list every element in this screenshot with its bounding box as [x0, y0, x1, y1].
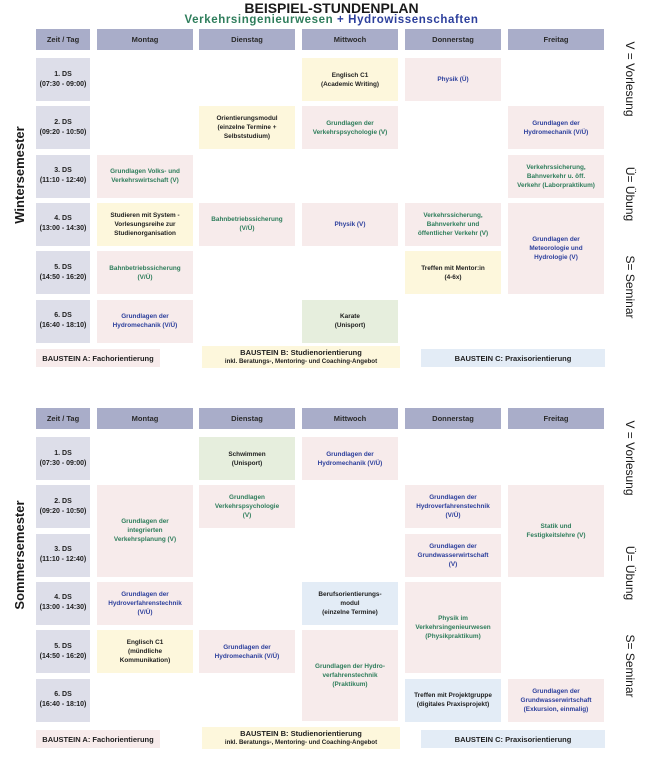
- winter-semester-label: Wintersemester: [12, 126, 27, 224]
- winter-course-cell: Grundlagen der Meteorologie und Hydrologie (V): [508, 203, 604, 294]
- summer-course-cell: Schwimmen (Unisport): [199, 437, 295, 480]
- summer-baustein-b: [202, 727, 400, 749]
- summer-header-5: Freitag: [508, 408, 604, 429]
- winter-course-cell: Bahnbetriebssicherung (V/Ü): [97, 251, 193, 294]
- winter-course-cell: Treffen mit Mentor:in (4-6x): [405, 251, 501, 294]
- summer-time-slot-6: 6. DS (16:40 - 18:10): [36, 679, 90, 722]
- summer-time-slot-5: 5. DS (14:50 - 16:20): [36, 630, 90, 673]
- winter-header-2: Dienstag: [199, 29, 295, 50]
- summer-course-cell: Physik im Verkehrsingenieurwesen (Physikpraktikum): [405, 582, 501, 673]
- winter-course-cell: Grundlagen der Hydromechanik (V/Ü): [97, 300, 193, 343]
- summer-baustein-b-subtitle: inkl. Beratungs-, Mentoring- und Coaching-Angebot: [224, 739, 378, 746]
- summer-course-cell: Englisch C1 (mündliche Kommunikation): [97, 630, 193, 673]
- summer-baustein-c: BAUSTEIN C: Praxisorientierung: [421, 730, 605, 748]
- winter-course-cell: Orientierungsmodul (einzelne Termine + Selbststudium): [199, 106, 295, 149]
- winter-course-cell: Physik (V): [302, 203, 398, 246]
- winter-legend-u: Ü= Übung: [623, 166, 637, 222]
- winter-header-0: Zeit / Tag: [36, 29, 90, 50]
- summer-time-slot-4: 4. DS (13:00 - 14:30): [36, 582, 90, 625]
- winter-header-3: Mittwoch: [302, 29, 398, 50]
- winter-baustein-c: BAUSTEIN C: Praxisorientierung: [421, 349, 605, 367]
- winter-course-cell: Verkehrssicherung, Bahnverkehr und öffentlicher Verkehr (V): [405, 203, 501, 246]
- winter-course-cell: Physik (Ü): [405, 58, 501, 101]
- summer-header-0: Zeit / Tag: [36, 408, 90, 429]
- winter-legend-v: V = Vorlesung: [623, 41, 637, 117]
- summer-legend-v: V = Vorlesung: [623, 420, 637, 496]
- summer-header-4: Donnerstag: [405, 408, 501, 429]
- summer-course-cell: Treffen mit Projektgruppe (digitales Praxisprojekt): [405, 679, 501, 722]
- subtitle-plus: +: [337, 14, 345, 26]
- summer-course-cell: Statik und Festigkeitslehre (V): [508, 485, 604, 576]
- winter-course-cell: Karate (Unisport): [302, 300, 398, 343]
- summer-course-cell: Grundlagen der Hydromechanik (V/Ü): [199, 630, 295, 673]
- summer-course-cell: Grundlagen der Grundwasserwirtschaft (V): [405, 534, 501, 577]
- winter-baustein-a: BAUSTEIN A: Fachorientierung: [36, 349, 160, 367]
- subtitle-program-1: Verkehrsingenieurwesen: [184, 14, 334, 26]
- winter-time-slot-2: 2. DS (09:20 - 10:50): [36, 106, 90, 149]
- winter-baustein-b: [202, 346, 400, 368]
- winter-time-slot-6: 6. DS (16:40 - 18:10): [36, 300, 90, 343]
- winter-legend-s: S= Seminar: [623, 255, 637, 319]
- winter-course-cell: Bahnbetriebssicherung (V/Ü): [199, 203, 295, 246]
- summer-course-cell: Grundlagen der Grundwasserwirtschaft (Exkursion, einmalig): [508, 679, 604, 722]
- winter-course-cell: Grundlagen der Hydromechanik (V/Ü): [508, 106, 604, 149]
- winter-header-1: Montag: [97, 29, 193, 50]
- summer-time-slot-1: 1. DS (07:30 - 09:00): [36, 437, 90, 480]
- winter-course-cell: Verkehrssicherung, Bahnverkehr u. öff. Verkehr (Laborpraktikum): [508, 155, 604, 198]
- summer-course-cell: Grundlagen der Hydromechanik (V/Ü): [302, 437, 398, 480]
- summer-course-cell: Grundlagen Verkehrspsychologie (V): [199, 485, 295, 528]
- page-title: BEISPIEL-STUNDENPLAN: [244, 0, 419, 16]
- winter-time-slot-1: 1. DS (07:30 - 09:00): [36, 58, 90, 101]
- summer-legend-u: Ü= Übung: [623, 545, 637, 601]
- summer-baustein-b-title: BAUSTEIN B: Studienorientierung: [240, 729, 362, 738]
- winter-course-cell: Studieren mit System - Vorlesungsreihe zur Studienorganisation: [97, 203, 193, 246]
- summer-header-2: Dienstag: [199, 408, 295, 429]
- summer-course-cell: Grundlagen der Hydroverfahrenstechnik (V/Ü): [405, 485, 501, 528]
- summer-header-1: Montag: [97, 408, 193, 429]
- summer-semester-label: Sommersemester: [12, 500, 27, 610]
- summer-course-cell: Berufsorientierungs- modul (einzelne Termine): [302, 582, 398, 625]
- winter-header-4: Donnerstag: [405, 29, 501, 50]
- winter-time-slot-4: 4. DS (13:00 - 14:30): [36, 203, 90, 246]
- subtitle-program-2: Hydrowissenschaften: [348, 14, 479, 26]
- summer-course-cell: Grundlagen der Hydro- verfahrenstechnik (Praktikum): [302, 630, 398, 721]
- winter-time-slot-3: 3. DS (11:10 - 12:40): [36, 155, 90, 198]
- summer-course-cell: Grundlagen der Hydroverfahrenstechnik (V/Ü): [97, 582, 193, 625]
- page-subtitle: [0, 14, 663, 27]
- winter-course-cell: Grundlagen Volks- und Verkehrswirtschaft (V): [97, 155, 193, 198]
- summer-baustein-a: BAUSTEIN A: Fachorientierung: [36, 730, 160, 748]
- winter-baustein-b-title: BAUSTEIN B: Studienorientierung: [240, 348, 362, 357]
- winter-course-cell: Englisch C1 (Academic Writing): [302, 58, 398, 101]
- winter-baustein-b-subtitle: inkl. Beratungs-, Mentoring- und Coaching-Angebot: [224, 358, 378, 365]
- summer-course-cell: Grundlagen der integrierten Verkehrsplanung (V): [97, 485, 193, 576]
- winter-course-cell: Grundlagen der Verkehrspsychologie (V): [302, 106, 398, 149]
- summer-time-slot-3: 3. DS (11:10 - 12:40): [36, 534, 90, 577]
- winter-time-slot-5: 5. DS (14:50 - 16:20): [36, 251, 90, 294]
- summer-time-slot-2: 2. DS (09:20 - 10:50): [36, 485, 90, 528]
- summer-legend-s: S= Seminar: [623, 634, 637, 698]
- winter-header-5: Freitag: [508, 29, 604, 50]
- summer-header-3: Mittwoch: [302, 408, 398, 429]
